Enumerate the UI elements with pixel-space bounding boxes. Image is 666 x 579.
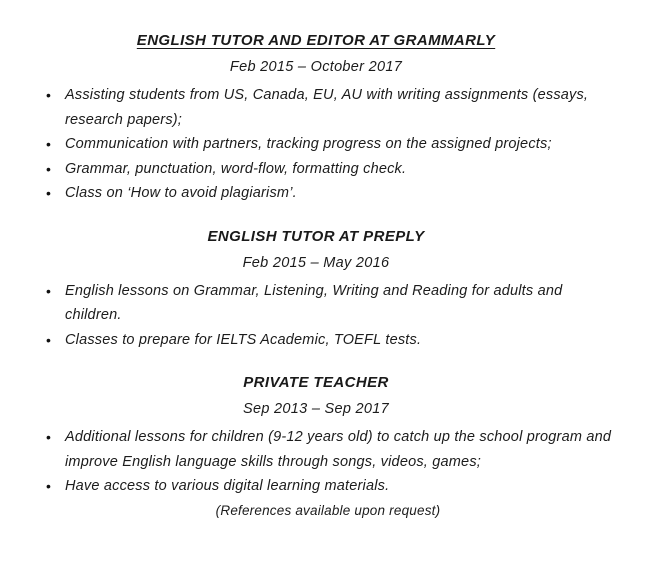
references-note: (References available upon request) (215, 502, 441, 518)
duty-item: • Class on ‘How to avoid plagiarism’. (65, 181, 622, 206)
duty-item: • Grammar, punctuation, word-flow, formatting check. (65, 157, 622, 182)
duty-list (0, 83, 632, 206)
job-title: ENGLISH TUTOR AND EDITOR AT GRAMMARLY (136, 32, 496, 49)
job-title: PRIVATE TEACHER (243, 374, 389, 391)
duty-item: • Assisting students from US, Canada, EU, AU with writing assignments (essays, research papers); (65, 83, 622, 132)
experience-section (0, 224, 632, 353)
experience-section (0, 28, 632, 206)
duty-item: • Classes to prepare for IELTS Academic, TOEFL tests. (65, 328, 622, 353)
job-title: ENGLISH TUTOR AT PREPLY (207, 227, 425, 245)
duty-item: • Communication with partners, tracking progress on the assigned projects; (65, 132, 622, 157)
date-range: Feb 2015 – May 2016 (242, 254, 390, 271)
duty-list (0, 279, 632, 353)
experience-sections (0, 28, 632, 499)
date-range: Feb 2015 – October 2017 (229, 59, 403, 75)
experience-section (0, 370, 632, 499)
duty-list (0, 425, 632, 499)
date-range: Sep 2013 – Sep 2017 (243, 401, 389, 417)
duty-item: • English lessons on Grammar, Listening, Writing and Reading for adults and children. (65, 279, 622, 328)
duty-item: • Have access to various digital learning materials. (65, 474, 622, 499)
duty-item: • Additional lessons for children (9-12 years old) to catch up the school program and improve English language skills through songs, videos, games; (65, 425, 622, 474)
